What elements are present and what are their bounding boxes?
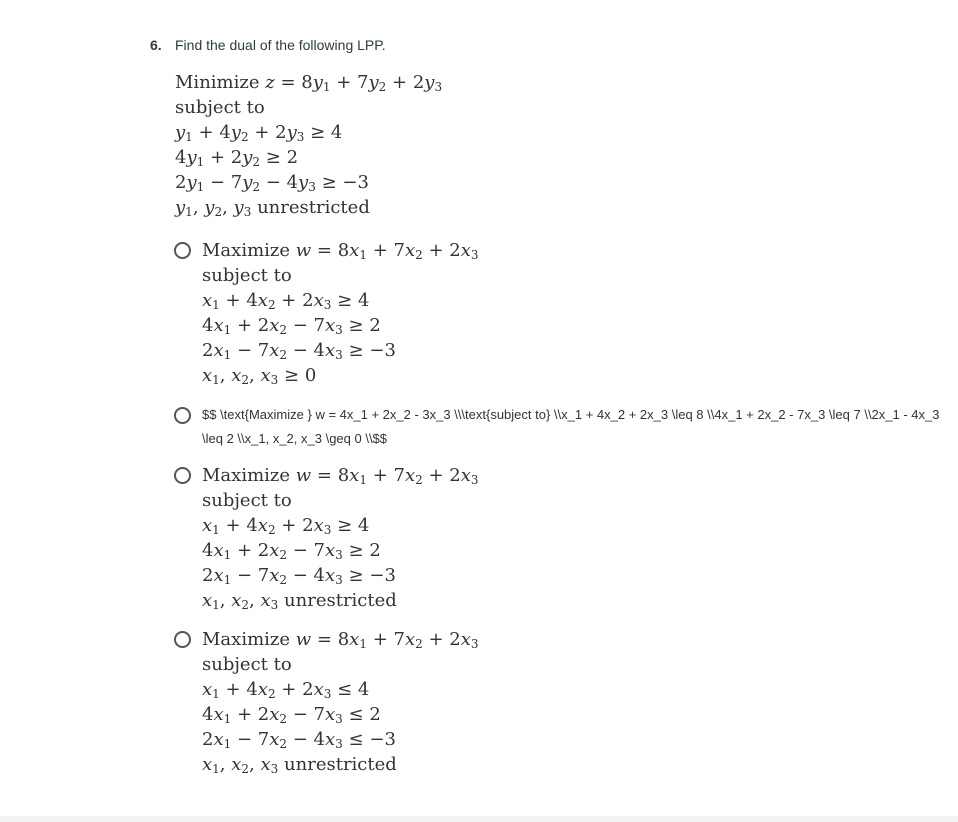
question-number: 6. xyxy=(150,37,162,53)
answer-option-4[interactable] xyxy=(174,627,940,777)
problem-objective: Minimize $z = 8y_1 + 7y_2 + 2y_3$ xyxy=(175,72,443,94)
problem-statement xyxy=(175,70,940,220)
question-container xyxy=(150,36,940,777)
option-2-raw-text: $$ \text{Maximize } w = 4x_1 + 2x_2 - 3x_3 \\\text{subject to} \\x_1 + 4x_2 + 2x_3 \leq 8 \\4x_1 + 2x_2 - 7x_3 \leq 7 \\2x_1 - 4x_3 \leq 2 \\x_1, x_2, x_3 \geq 0 \\$$ xyxy=(202,407,940,446)
radio-button[interactable] xyxy=(174,631,191,648)
problem-restriction: $y_1$, $y_2$, $y_3$ unrestricted xyxy=(175,197,370,219)
radio-button[interactable] xyxy=(174,407,191,424)
question-text: Find the dual of the following LPP. xyxy=(175,37,386,53)
question-header xyxy=(150,36,940,54)
answer-option-3[interactable] xyxy=(174,463,940,613)
option-3-content: Maximize $w = 8x_1 + 7x_2 + 2x_3$ subject to $x_1 + 4x_2 + 2x_3 \ge 4$ $4x_1 + 2x_2 - 7x_3 \ge 2$ $2x_1 - 7x_2 - 4x_3 \ge -3$ $x_1$, $x_2$, $x_3$ unrestricted xyxy=(202,465,479,612)
answer-option-1[interactable] xyxy=(174,238,940,388)
option-1-content: Maximize $w = 8x_1 + 7x_2 + 2x_3$ subject to $x_1 + 4x_2 + 2x_3 \ge 4$ $4x_1 + 2x_2 - 7x_3 \ge 2$ $2x_1 - 7x_2 - 4x_3 \ge -3$ $x_1$, $x_2$, $x_3 \ge 0$ xyxy=(202,240,479,387)
footer-bar xyxy=(0,816,958,822)
problem-subject-to: subject to xyxy=(175,97,265,118)
problem-constraint-3: $2y_1 - 7y_2 - 4y_3 \ge -3$ xyxy=(175,172,369,194)
option-4-content: Maximize $w = 8x_1 + 7x_2 + 2x_3$ subject to $x_1 + 4x_2 + 2x_3 \le 4$ $4x_1 + 2x_2 - 7x_3 \le 2$ $2x_1 - 7x_2 - 4x_3 \le -3$ $x_1$, $x_2$, $x_3$ unrestricted xyxy=(202,629,479,776)
radio-button[interactable] xyxy=(174,242,191,259)
problem-constraint-1: $y_1 + 4y_2 + 2y_3 \ge 4$ xyxy=(175,122,343,144)
answer-option-2[interactable] xyxy=(174,405,940,451)
answer-options xyxy=(150,238,940,777)
problem-constraint-2: $4y_1 + 2y_2 \ge 2$ xyxy=(175,147,299,169)
radio-button[interactable] xyxy=(174,467,191,484)
